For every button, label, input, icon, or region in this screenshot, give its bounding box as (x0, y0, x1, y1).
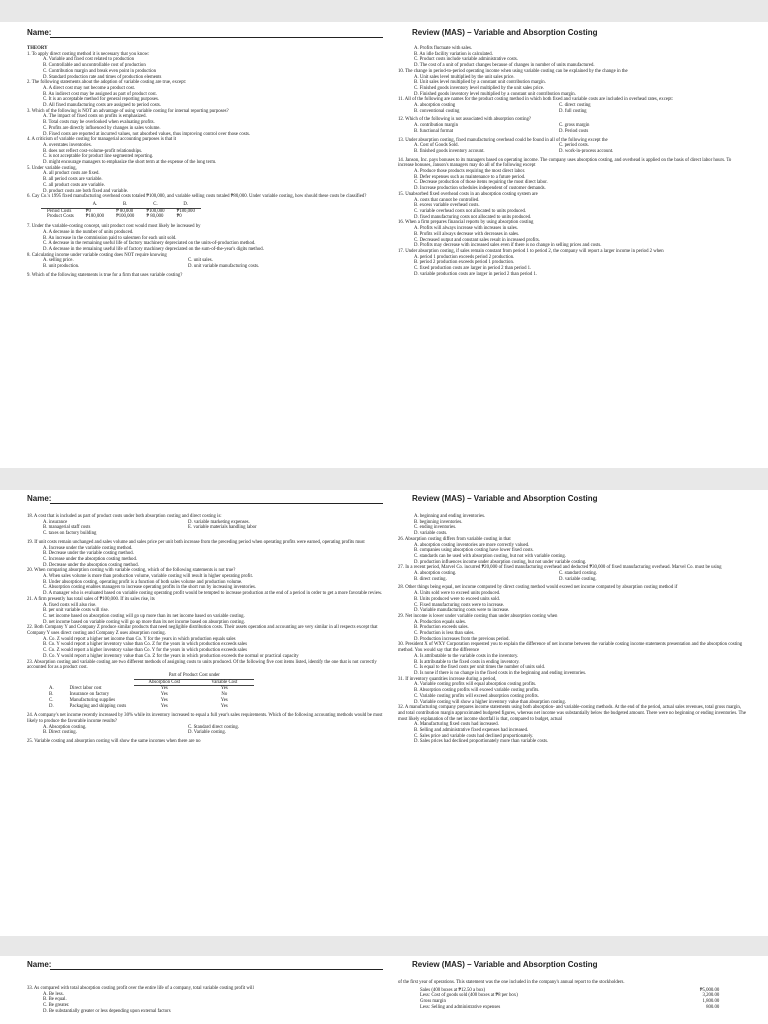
table-cell: No (221, 692, 228, 698)
table-cell: ₱180,000 (176, 208, 195, 214)
table-cell: Yes (220, 686, 228, 692)
name-underline (50, 503, 383, 504)
table-cell: Direct labor cost (69, 686, 102, 692)
option-text: B. managerial staff costs (43, 525, 91, 531)
question-text: 32. A manufacturing company prepares income statements using both absorption- and variable-costing methods. At the end of the period, actual sales revenues, total gross margin, and total contribution margin approximated budgeted figures, whereas net income was substantially below the budgeted amount. There were no beginning or ending inventories. The most likely explanation of the net income shortfall is that, compared to budget, actual (398, 705, 746, 722)
option-text: A. all product costs are fixed. (43, 171, 100, 177)
option-text: D. production influences income under absorption costing, but not under variable costing. (414, 559, 587, 565)
table-cell: D. (49, 703, 54, 709)
question-text: 13. Under absorption costing, fixed manufacturing overhead could be found in all of the following except the (398, 137, 608, 143)
table-header: Absorption Cost (134, 679, 194, 686)
table-cell: Yes (160, 692, 168, 698)
option-text: A. selling price. (43, 258, 74, 264)
option-pair (27, 531, 383, 537)
option-text: A. period 1 production exceeds period 2 production. (414, 254, 515, 260)
question-text: 22. Both Company Y and Company Z produce similar products that need negligible distribution costs. Their assets operation and accounting are very similar in all respects except that Company Y uses direct costing and Company Z uses absorption costing. (27, 625, 378, 637)
table-row (41, 704, 254, 710)
table-cell: ₱0 (85, 208, 91, 214)
option-text: B. Decrease under the variable costing method. (43, 551, 134, 557)
table-cell: 800.00 (706, 1004, 720, 1010)
option-text: B. direct costing. (414, 576, 447, 582)
question-text: 2. The following statements about the adoption of variable costing are true, except: (27, 80, 187, 86)
question-text: 33. As compared with total absorption costing profit over the entire life of a company, total variable costing profit will (27, 986, 254, 991)
option-text: A. Increase under the variable costing method. (43, 545, 133, 551)
option-text: D. Decrease under the absorption costing method. (43, 562, 139, 568)
option-pair (398, 577, 746, 583)
option-text: A. Units sold were to exceed units produced. (414, 591, 501, 597)
table-cell: Yes (220, 697, 228, 703)
option-text: C. A decrease in the remaining useful life of factory machinery depreciated on the units-of-production method. (43, 241, 256, 247)
option-text: B. Defer expenses such as maintenance to a future period. (414, 174, 526, 180)
option-text: C. Production is less than sales. (414, 631, 475, 637)
name-label: Name: (27, 960, 52, 969)
question-text: 25. Variable costing and absorption costing will show the same incomes when there are no (27, 739, 201, 745)
table-cell: ₱ 80,000 (146, 214, 164, 220)
option-pair (398, 149, 746, 155)
option-text: D. Finished goods inventory level multiplied by a constant unit contribution margin. (414, 91, 576, 97)
question-text: 1. To apply direct costing method it is necessary that you know: (27, 51, 150, 57)
option-text: C. Variable costing profits will exceed absorption costing profits. (414, 693, 539, 699)
table-cell: Period Costs (47, 208, 72, 214)
page-2 (0, 490, 768, 936)
question-text: 20. When comparing absorption costing with variable costing, which of the following statements is not true? (27, 568, 236, 574)
name-label: Name: (27, 28, 52, 37)
left-column (27, 986, 383, 1015)
table-cell: A. (49, 686, 54, 692)
option-text: C. Finished goods inventory level multiplied by the unit sales price. (414, 85, 545, 91)
option-text: D. Period costs (559, 128, 589, 134)
option-text: B. Unit sales level multiplied by a constant unit contribution margin. (414, 80, 546, 86)
option-text: B. companies using absorption costing have lower fixed costs. (414, 548, 534, 554)
option-text: C. is not acceptable for product line segmented reporting. (43, 154, 154, 160)
option-text: D. product costs are both fixed and variable. (43, 188, 129, 194)
table-cell: ₱180,000 (85, 214, 105, 220)
option-text: C. unit sales. (188, 258, 213, 264)
option-text: D. Variable costing will show a higher inventory value than absorption costing. (414, 699, 566, 705)
option-text: B. finished goods inventory account. (414, 148, 485, 154)
table-cell: ₱5,000.00 (699, 987, 720, 993)
option-text: B. Total costs may be overlooked when evaluating profits. (43, 120, 155, 126)
option-text: C. Fixed manufacturing costs were to increase. (414, 602, 505, 608)
option-text: B. Direct costing. (43, 730, 77, 736)
table-cell: ₱ 80,000 (116, 208, 134, 214)
question-text: 16. When a firm prepares financial reports by using absorption costing (398, 220, 534, 226)
question-text: 19. If unit costs remain unchanged and sales volume and sales price per unit both increase from the preceding period when operating profits were earned, operating profits must (27, 539, 365, 545)
option-text: B. Under absorption costing, operating profit is a function of both sales volume and production volume. (43, 579, 243, 585)
option-text: C. gross margin (559, 123, 590, 129)
option-text: A. insurance (43, 519, 68, 525)
option-text: D. A decrease in the remaining useful life of factory machinery depreciated on the sum-of-the-year's digits method. (43, 246, 264, 252)
option-text: C. Sales price and variable costs had declined proportionately. (414, 733, 534, 739)
option-text: A. Variable costing profits will equal absorption costing profits. (414, 682, 537, 688)
table-cell: ₱100,000 (146, 208, 165, 214)
option-text: B. An idle facility variation is calculated. (414, 51, 493, 57)
option-text: A. Manufacturing fixed costs had increased. (414, 722, 499, 728)
name-underline (50, 969, 383, 970)
option-text: D. variable marketing expenses. (188, 519, 250, 525)
option-text: C. Absorption costing enables managers to increase operating profits in the short run by increasing inventories. (43, 585, 257, 591)
option-text: A. costs that cannot be controlled. (414, 197, 480, 203)
option-text: B. Absorption costing profits will exceed variable costing profits. (414, 688, 540, 694)
table-cell: Less: Selling and administrative expenses (420, 1004, 501, 1010)
option-text: C. ending inventories. (414, 525, 457, 531)
page-1 (0, 22, 768, 468)
question-text: 14. Janson, Inc. pays bonuses to its managers based on operating income. The company uses absorption costing, and overhead is applied on the basis of direct labor hours. To increase bonuses, Janson's managers may do all of the following except (398, 157, 732, 169)
option-text: C. Decreased output and constant sales result in increased profits. (414, 237, 540, 243)
option-text: A. A decrease in the number of units produced. (43, 229, 134, 235)
question-text: 31. If inventory quantities increase during a period, (398, 676, 497, 682)
option-text: D. variable costing. (559, 576, 597, 582)
name-underline (50, 37, 383, 38)
table-cell: Gross margin (420, 999, 446, 1005)
table-row (41, 214, 201, 220)
right-column (398, 980, 746, 1011)
page-3 (0, 956, 768, 1024)
option-text: A. When sales volume is more than production volume, variable costing will result in higher operating profit. (43, 574, 253, 580)
table-cell: Yes (220, 703, 228, 709)
option-text: E. variable materials handling labor (188, 525, 257, 531)
option-pair (398, 129, 746, 135)
option-text: A. Co. Z would report a higher net income than Co. Y for the years in which production equals sales (43, 636, 236, 642)
question-text: 9. Which of the following statements is true for a firm that uses variable costing? (27, 272, 183, 278)
question-text: 28. Other things being equal, net income computed by direct costing method would exceed net income computed by absorption costing method if (398, 585, 678, 591)
option-text: C. Co. Z would report a higher inventory value than Co. Y for the years in which production exceeds sales (43, 648, 247, 654)
q6-table (41, 202, 201, 220)
option-text: C. period costs. (559, 143, 589, 149)
question-text: 29. Net income is lower under variable costing than under absorption costing when (398, 613, 558, 619)
option-text: C. net income based on absorption costing will go up more than its net income based on variable costing. (43, 613, 245, 619)
option-text: D. full costing (559, 108, 587, 114)
right-column (398, 514, 746, 745)
question-text: 8. Calculating income under variable costing does NOT require knowing (27, 252, 167, 258)
review-title: Review (MAS) – Variable and Absorption Costing (412, 960, 598, 969)
question-text: 4. A criticism of variable costing for managerial accounting purposes is that it (27, 137, 177, 143)
option-text: A. absorption costing. (414, 571, 457, 577)
option-text: D. The cost of a unit of product changes because of changes in number of units manufactured. (414, 63, 595, 69)
option-text: D. unit variable manufacturing costs. (188, 264, 260, 270)
table-cell: Less: Cost of goods sold (400 boxes at ₱8 per box) (420, 993, 518, 999)
option-text: A. Is attributable to the variable costs in the inventory. (414, 653, 519, 659)
question-text: 15. Unabsorbed fixed overhead costs in an absorption costing system are (398, 191, 538, 197)
option-text: C. Increase under the absorption costing method. (43, 556, 138, 562)
option-text: A. A direct cost may not become a product cost. (43, 85, 136, 91)
option-text: C. Product costs include variable administrative costs. (414, 57, 518, 63)
option-pair (27, 264, 383, 270)
option-text: A. absorption costing inventories are more correctly valued. (414, 542, 530, 548)
table-cell: 3,200.00 (702, 993, 720, 999)
option-text: A. Profits will always increase with increases in sales. (414, 226, 518, 232)
option-text: B. beginning inventories. (414, 519, 463, 525)
table-cell: Manufacturing supplies (69, 697, 116, 703)
q23-table (41, 673, 254, 709)
option-text: C. Be greater. (43, 1003, 70, 1009)
question-text: 23. Absorption costing and variable costing are two different methods of assigning costs to units produced. Of the following five cost items listed, identify the one that is not correctly accounted for as a product cost. (27, 659, 377, 671)
review-title: Review (MAS) – Variable and Absorption Costing (412, 28, 598, 37)
question-text: THEORY (27, 46, 48, 51)
option-text: D. A manager who is evaluated based on variable costing operating profit would be tempted to increase production at the end of a period in order to get a more favorable review. (43, 591, 383, 597)
question-text: 21. A firm presently has total sales of ₱100,000. If its sales rise, its (27, 596, 155, 602)
option-text: D. Variable manufacturing costs were to increase. (414, 608, 510, 614)
option-text: D. Be substantially greater or less depending upon external factors (43, 1008, 171, 1014)
question-text: 11. All of the following are names for the product costing method in which both fixed and variable costs are included in overhead rates, except: (398, 97, 674, 103)
option-text: C. taxes on factory building (43, 531, 97, 537)
table-header: Part of Product Cost under (134, 673, 254, 679)
option-text: D. variable production costs are larger in period 2 than period 1. (414, 271, 538, 277)
option-text: B. conventional costing (414, 108, 460, 114)
option-text: C. Standard direct costing. (188, 724, 240, 730)
table-cell: Yes (160, 686, 168, 692)
option-text: A. fixed costs will also rise. (43, 602, 97, 608)
table-cell: Yes (160, 697, 168, 703)
option-text: D. Standard production rate and times of production elements (43, 74, 162, 80)
option-text: B. An increase in the commission paid to salesmen for each unit sold. (43, 235, 177, 241)
option-text: C. all product costs are variable. (43, 182, 105, 188)
question-text: 10. The change in period-to-period operating income when using variable costing can be explained by the change in the (398, 68, 628, 74)
table-header: D. (171, 202, 201, 208)
option-text: D. Profits may decrease with increased sales even if there is no change in selling prices and costs. (414, 243, 602, 249)
option-text: C. Is equal to the fixed costs per unit times the number of units sold. (414, 665, 546, 671)
option-pair (398, 109, 746, 115)
question-text: 5. Under variable costing, (27, 165, 77, 171)
question-text: 17. Under absorption costing, if sales remain constant from period 1 to period 2, the company will report a larger income in period 2 when (398, 248, 664, 254)
option-text: D. Co. Y would report a higher inventory value than Co. Z for the years in which production exceeds the normal or practical capacity (43, 653, 299, 659)
table-cell: ₱100,000 (116, 214, 135, 220)
table-row (418, 1005, 721, 1011)
option-text: A. Cost of Goods Sold. (414, 143, 459, 149)
question-text: 18. A cost that is included as part of product costs under both absorption costing and direct costing is: (27, 514, 222, 519)
option-text: C. standard costing. (559, 571, 598, 577)
option-text: D. might encourage managers to emphasize the short term at the expense of the long term. (43, 160, 217, 166)
left-column (27, 46, 383, 278)
right-column (398, 46, 746, 277)
option-text: B. unit production. (43, 264, 80, 270)
table-header: A. (80, 202, 110, 208)
option-text: A. overstates inventories. (43, 142, 92, 148)
question-text: 12. Which of the following is not associated with absorption costing? (398, 117, 532, 123)
option-text: C. fixed production costs are larger in period 2 than period 1. (414, 266, 532, 272)
option-text: D. fixed manufacturing costs not allocated to units produced. (414, 214, 532, 220)
option-text: A. The impact of fixed costs on profits is emphasized. (43, 114, 147, 120)
option-text: D. All fixed manufacturing costs are assigned to period costs. (43, 103, 161, 109)
option-text: A. Unit sales level multiplied by the unit sales price. (414, 74, 515, 80)
option-text: B. Units produced were to exceed units sold. (414, 596, 500, 602)
option-text: A. Absorption costing. (43, 724, 87, 730)
option-text: B. per unit variable costs will rise. (43, 608, 109, 614)
option-text: B. excess variable overhead costs. (414, 203, 480, 209)
option-text: B. Is attributable to the fixed costs in ending inventory. (414, 659, 520, 665)
option-text: B. Controllable and uncontrollable cost of production (43, 63, 146, 69)
option-text: B. functional format (414, 128, 454, 134)
option-text (188, 531, 333, 537)
option-text: B. all period costs are variable. (43, 177, 103, 183)
option-text: A. Produce those products requiring the most direct labor. (414, 169, 526, 175)
option-text: B. Profits will always decrease with decreases in sales. (414, 231, 520, 237)
table-cell: B. (49, 692, 54, 698)
statement-intro: of the first year of operations. This statement was the one included in the company's annual report to the stockholders. (398, 980, 625, 985)
option-text: D. Sales prices had declined proportionately more than variable costs. (414, 739, 549, 745)
option-text: D. work-in-process account. (559, 148, 614, 154)
question-text: 27. In a recent period, Marvel Co. incurred ₱20,000 of fixed manufacturing overhead and deducted ₱30,000 of fixed manufacturing overhead. Marvel Co. must be using (398, 565, 722, 571)
table-cell: 1,800.00 (702, 999, 720, 1005)
option-text: B. Selling and administrative fixed expenses had increased. (414, 728, 529, 734)
question-text: 24. A company's net income recently increased by 30% while its inventory increased to equal a full year's sales requirements. Which of the following accounting methods would be most likely to produce the favorable income results? (27, 713, 383, 724)
question-text: 26. Absorption costing differs from variable costing in that (398, 536, 511, 542)
option-text: A. Variable and fixed cost related to production (43, 57, 135, 63)
table-header: B. (110, 202, 140, 208)
table-cell: Sales (400 boxes at ₱12.50 a box) (420, 987, 486, 993)
option-text: D. Variable costing. (188, 730, 227, 736)
question-text: 7. Under the variable-costing concept, unit product cost would most likely be increased by (27, 224, 201, 230)
name-label: Name: (27, 494, 52, 503)
option-text: A. absorption costing (414, 103, 456, 109)
option-text: A. Profits fluctuate with sales. (414, 46, 473, 51)
option-text: A. Production equals sales. (414, 619, 467, 625)
question-text: 6. Cay Co.'s 1995 fixed manufacturing overhead costs totaled ₱100,000, and variable selling costs totaled ₱80,000. Under variable costing, how should these costs be classified? (27, 194, 367, 200)
option-text: D. net income based on variable costing will go up more than its net income based on absorption costing. (43, 619, 245, 625)
option-text: C. variable overhead costs not allocated to units produced. (414, 208, 527, 214)
option-text: D. Production increases from the previous period. (414, 636, 510, 642)
question-text: 30. President X of WXY Corporation requested you to explain the difference of net income between the variable costing income statements presentation and the absorption costing method. You would say that the difference (398, 642, 743, 654)
option-text: D. Is none if there is no change in the fixed costs in the beginning and ending inventories. (414, 670, 587, 676)
table-cell: Product Costs (47, 214, 74, 220)
table-header: Variable Cost (194, 679, 254, 686)
table-cell: C. (49, 697, 54, 703)
option-text: C. Contribution margin and break even point in production (43, 68, 157, 74)
table-cell: ₱0 (176, 214, 182, 220)
option-text: C. direct costing (559, 103, 591, 109)
option-text: C. It is an acceptable method for general reporting purposes. (43, 97, 160, 103)
option-text: C. Decrease production of those items requiring the most direct labor. (414, 180, 548, 186)
income-statement (418, 988, 721, 1011)
table-header: C. (140, 202, 170, 208)
option-text: D. variable costs. (414, 531, 448, 537)
option-text: C. Profits are directly influenced by changes in sales volume. (43, 125, 161, 131)
table-cell: Packaging and shipping costs (69, 703, 127, 709)
option-text: B. An indirect cost may be assigned as part of product cost. (43, 91, 157, 97)
table-cell: Yes (160, 703, 168, 709)
option-text: B. Be equal. (43, 997, 67, 1003)
question-text: 3. Which of the following is NOT an advantage of using variable costing for internal reporting purposes? (27, 108, 229, 114)
option-text: B. Co. Y would report a higher inventory value than Co. Z for the years in which production exceeds sales (43, 642, 247, 648)
option-text: A. Be less. (43, 991, 64, 997)
option-text: A. contribution margin (414, 123, 459, 129)
option-pair (27, 730, 383, 736)
option-text: B. does not reflect cost-volume-profit relationships. (43, 148, 143, 154)
option-text: D. Fixed costs are reported at incurred values, not absorbed values, thus improving control over those costs. (43, 131, 251, 137)
table-cell: Insurance on factory (69, 692, 110, 698)
left-column (27, 514, 383, 745)
option-text: B. Production exceeds sales. (414, 625, 469, 631)
review-title: Review (MAS) – Variable and Absorption Costing (412, 494, 598, 503)
option-text: D. Increase production schedules independent of customer demands. (414, 186, 546, 192)
option-text: C. standards can be used with absorption costing, but not with variable costing. (414, 553, 567, 559)
option-text: A. beginning and ending inventories. (414, 514, 486, 519)
option-text: B. period 2 production exceeds period 1 production. (414, 260, 515, 266)
